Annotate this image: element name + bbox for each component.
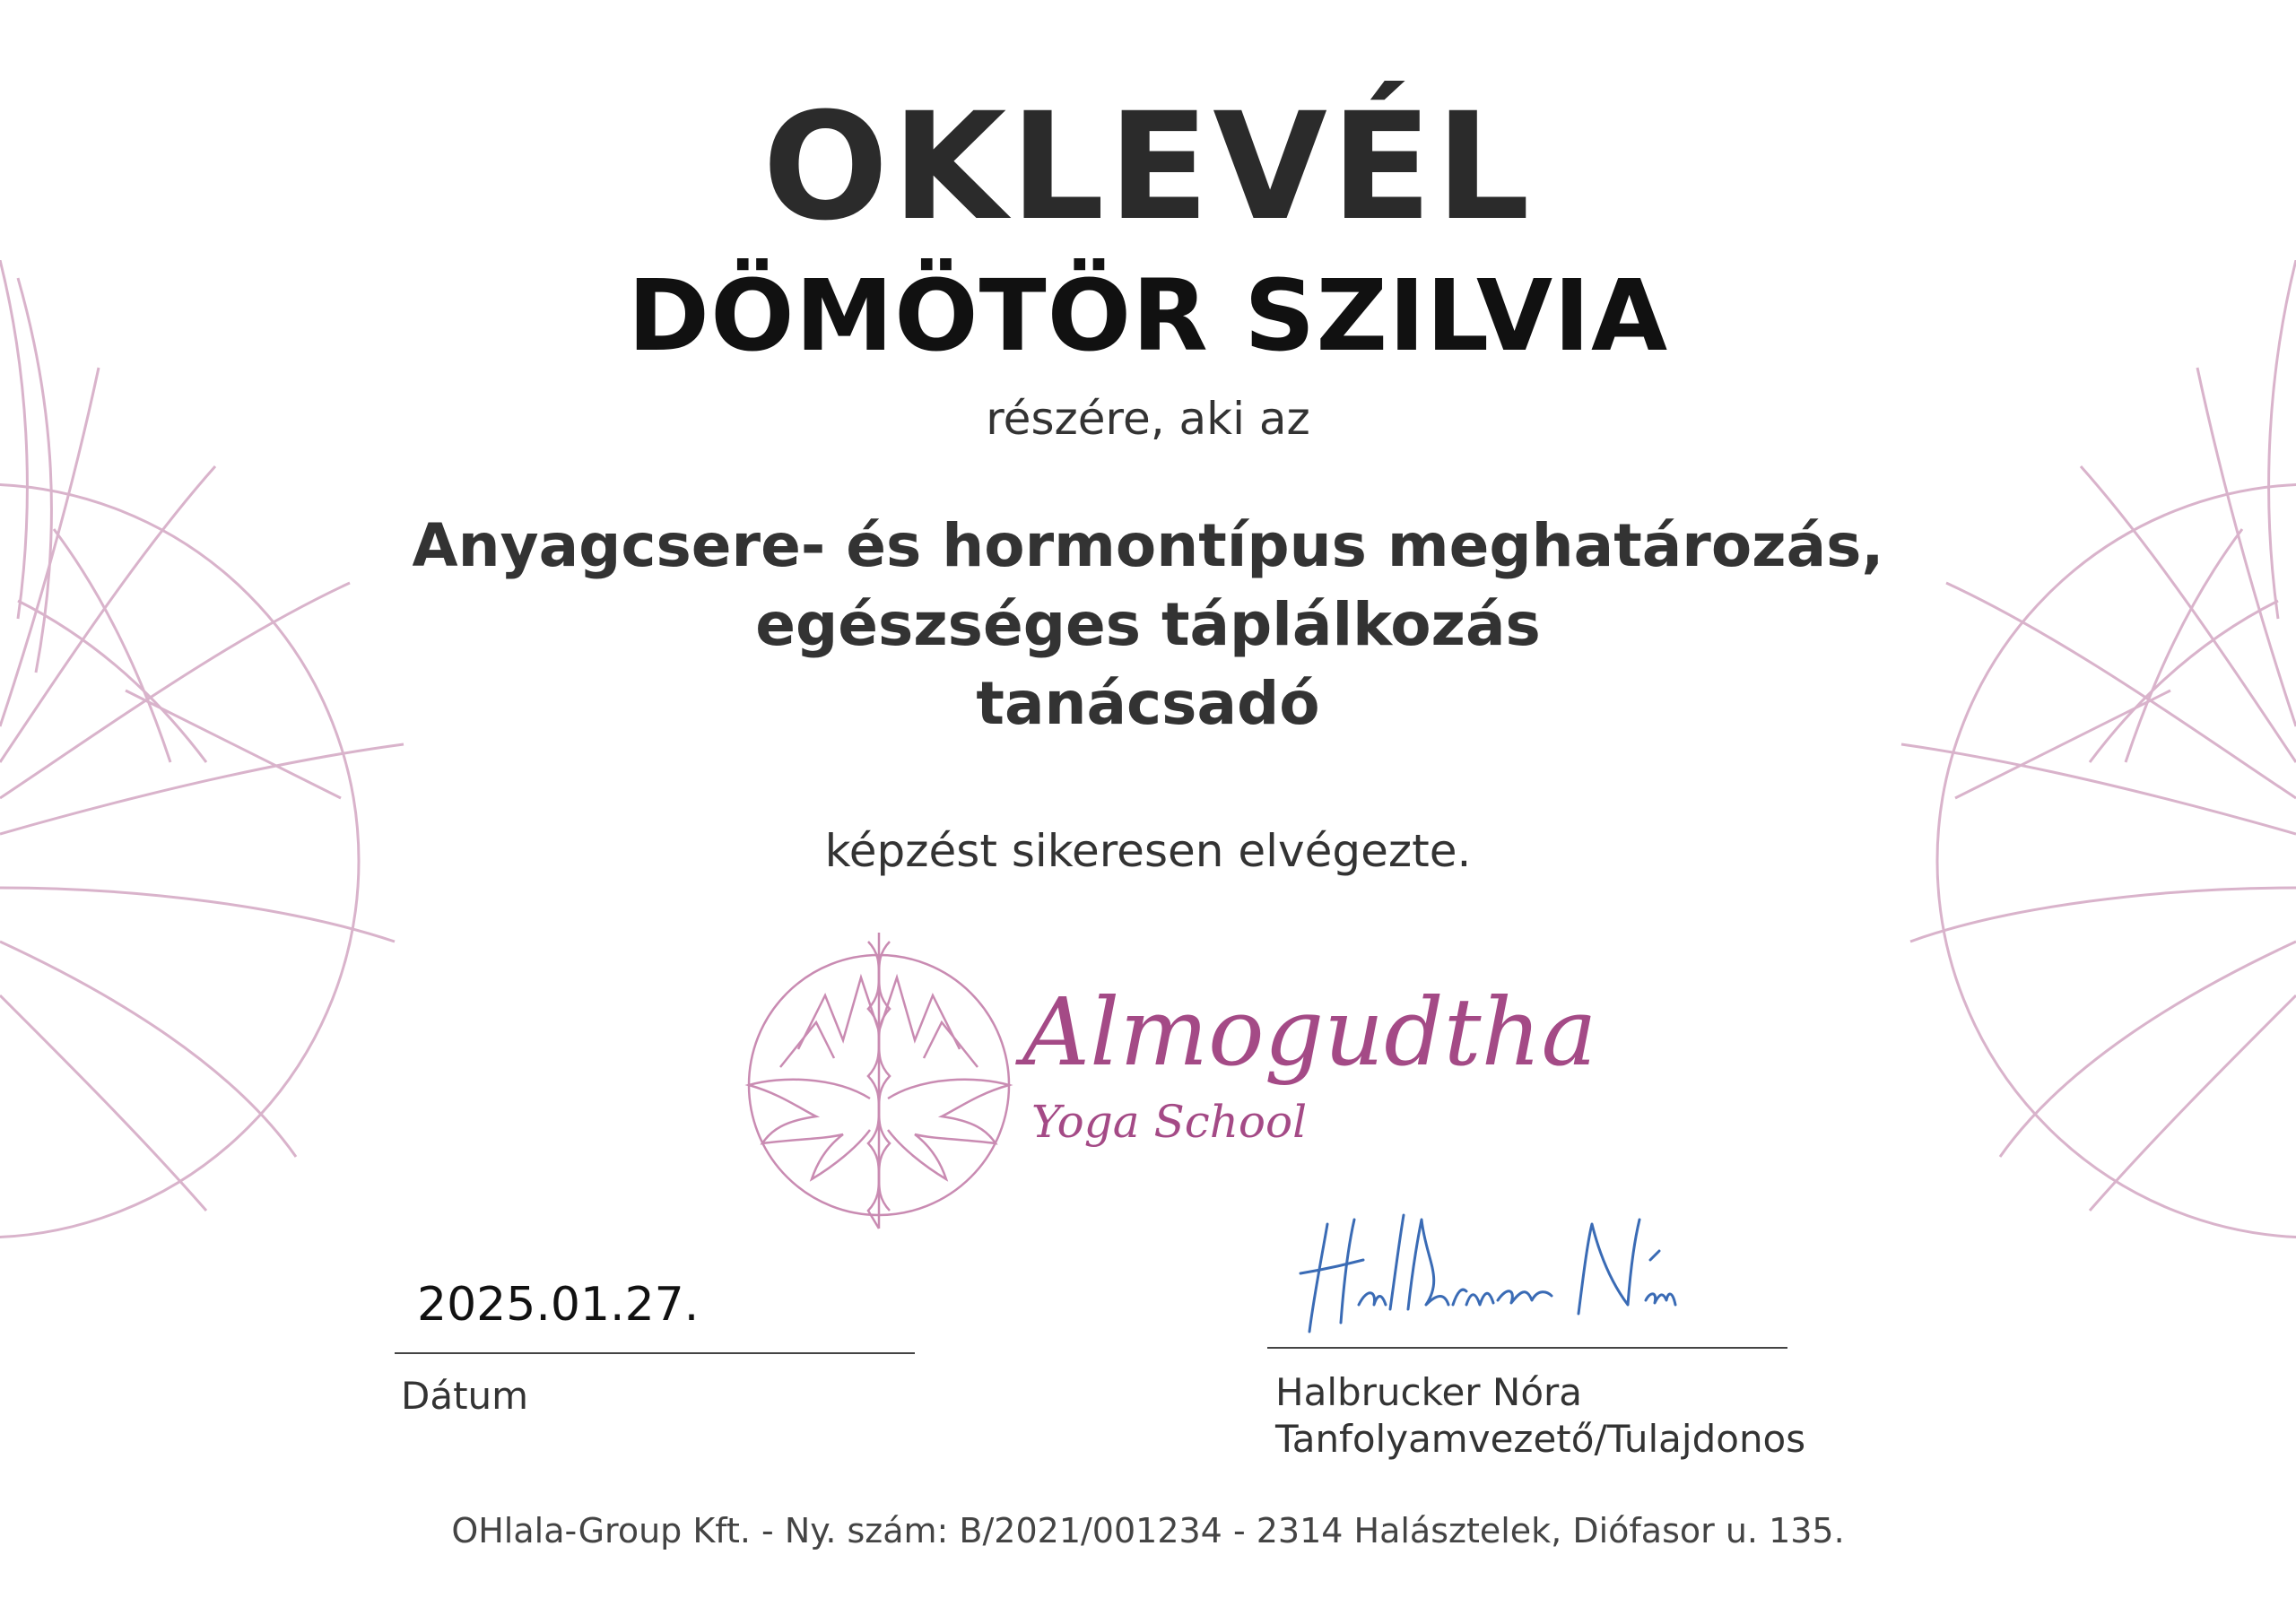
- signer-name: Halbrucker Nóra: [1275, 1370, 1583, 1414]
- recipient-name: DÖMÖTÖR SZILVIA: [627, 258, 1669, 373]
- course-line-1: Anyagcsere- és hormontípus meghatározás,: [412, 511, 1884, 580]
- logo-subtitle: Yoga School: [1031, 1096, 1308, 1148]
- course-line-2: egészséges táplálkozás: [755, 590, 1541, 659]
- course-line-3: tanácsadó: [976, 669, 1320, 738]
- logo-name: Almogudtha: [1022, 977, 1597, 1087]
- signer-role: Tanfolyamvezető/Tulajdonos: [1275, 1417, 1806, 1461]
- date-value: 2025.01.27.: [417, 1278, 700, 1332]
- for-text: részére, aki az: [986, 393, 1310, 445]
- handwritten-signature: [1292, 1206, 1677, 1341]
- completed-text: képzést sikeresen elvégezte.: [824, 825, 1472, 877]
- date-label: Dátum: [401, 1374, 529, 1418]
- footer-company-info: OHlala-Group Kft. - Ny. szám: B/2021/001234 - 2314 Halásztelek, Diófasor u. 135.: [451, 1511, 1845, 1550]
- yoga-school-logo-icon: [744, 915, 1040, 1238]
- certificate-title: OKLEVÉL: [762, 81, 1534, 253]
- signature-line: [1267, 1347, 1787, 1349]
- course-title: [0, 507, 2296, 743]
- date-line: [395, 1352, 915, 1354]
